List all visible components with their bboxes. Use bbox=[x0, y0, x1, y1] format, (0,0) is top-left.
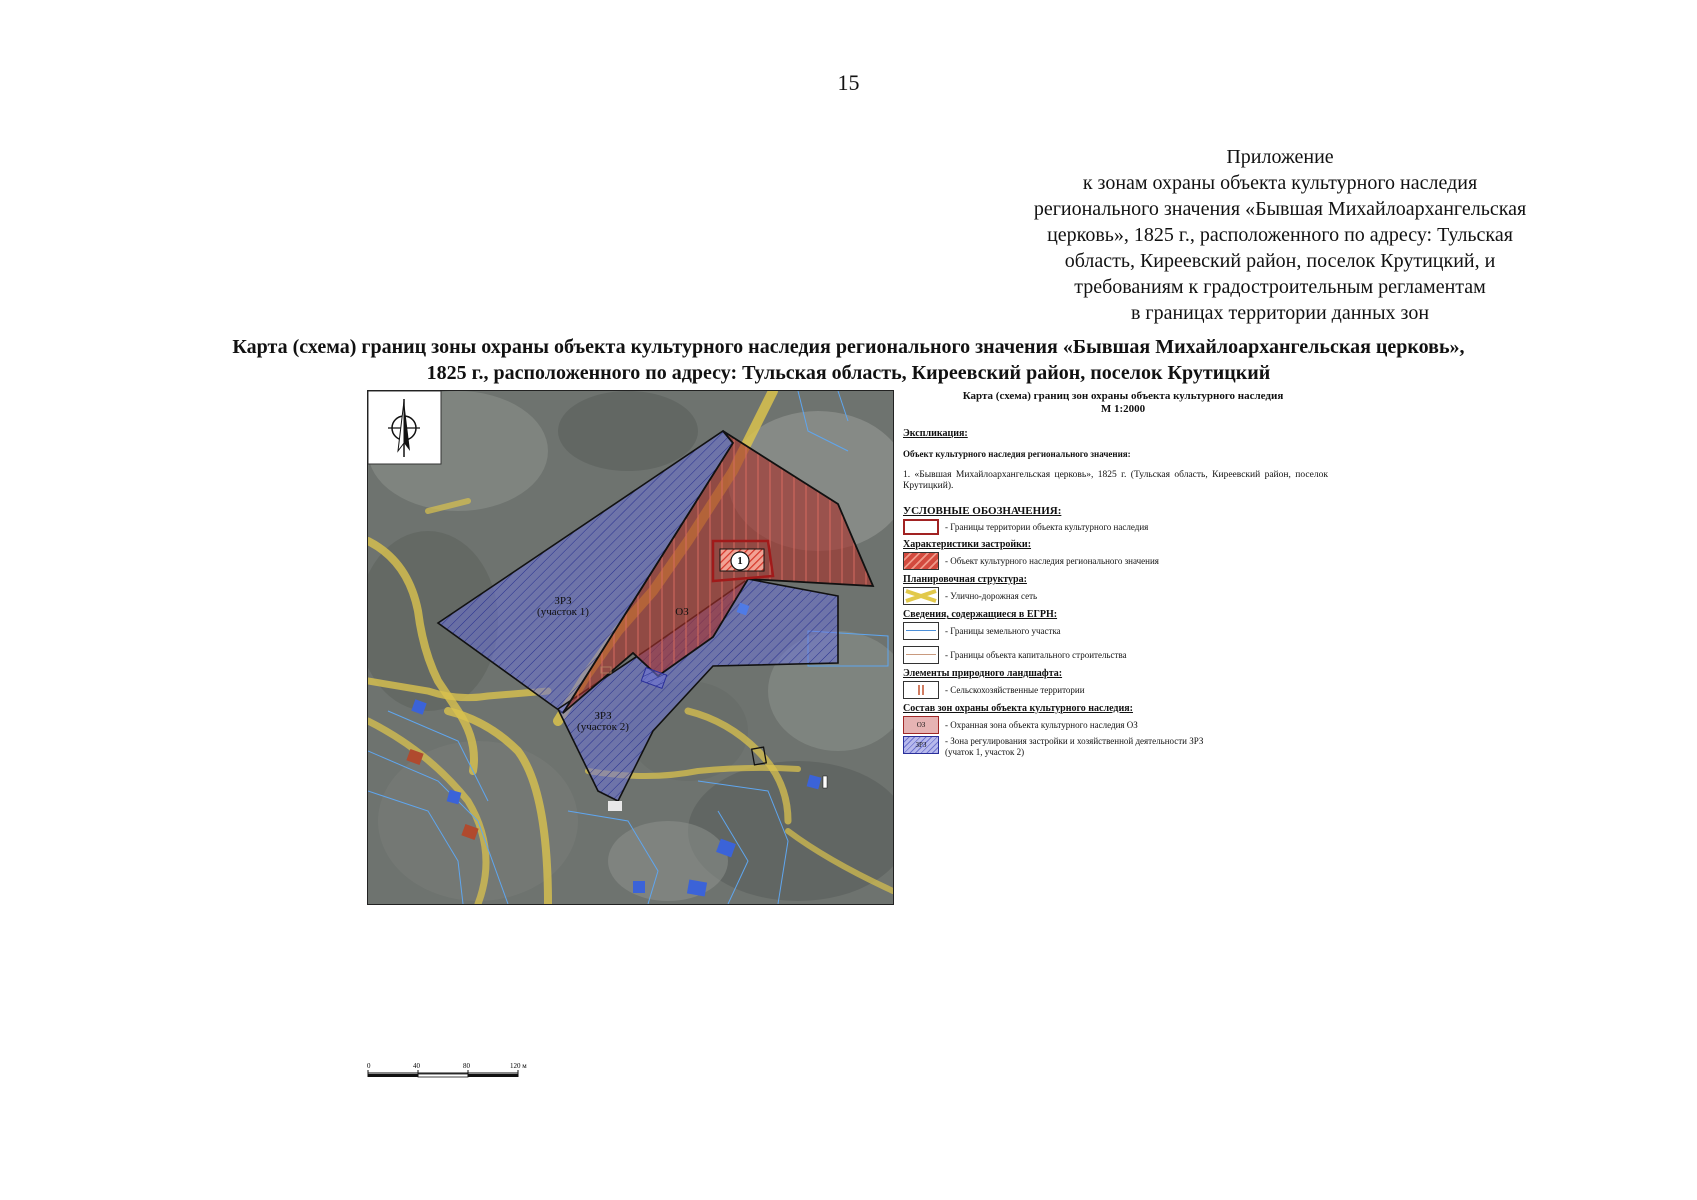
legend-title bbox=[903, 390, 1343, 416]
legend-row-oz-zone bbox=[903, 716, 1343, 734]
zrz-plot-2-label-line-2: (участок 2) bbox=[577, 721, 629, 733]
legend-label: - Границы территории объекта культурного наследия bbox=[945, 521, 1149, 532]
agricultural-swatch bbox=[903, 681, 939, 699]
appendix-header bbox=[990, 144, 1570, 326]
page-number: 15 bbox=[837, 70, 860, 95]
legend-label: (учаток 1, участок 2) bbox=[945, 747, 1025, 757]
scale-tick: 120 м bbox=[510, 1062, 527, 1070]
zones-heading: Состав зон охраны объекта культурного наследия: bbox=[903, 703, 1133, 714]
object-heading: Объект культурного наследия регионального значения: bbox=[903, 449, 1131, 459]
capital-building-swatch bbox=[903, 646, 939, 664]
zrz-plot-1-label bbox=[528, 596, 598, 618]
legend-label: - Границы объекта капитального строительства bbox=[945, 649, 1127, 660]
map-title-line-1: Карта (схема) границ зоны охраны объекта культурного наследия регионального значения «Бывшая Михайлоархангельская церковь», bbox=[232, 336, 1465, 358]
legend-row-road-network bbox=[903, 587, 1343, 605]
oz-label: ОЗ bbox=[675, 606, 689, 618]
heritage-object-swatch bbox=[903, 552, 939, 570]
agricultural-icon bbox=[904, 682, 938, 698]
legend-label: - Зона регулирования застройки и хозяйственной деятельности ЗРЗ bbox=[945, 736, 1204, 746]
egrn-heading: Сведения, содержащиеся в ЕГРН: bbox=[903, 609, 1058, 620]
zrz-plot-1-label-line-1: ЗРЗ bbox=[554, 595, 572, 607]
zrz-plot-2-label-line-1: ЗРЗ bbox=[594, 710, 612, 722]
appendix-line: церковь», 1825 г., расположенного по адресу: Тульская bbox=[1047, 224, 1513, 246]
scale-tick: 80 bbox=[463, 1062, 470, 1070]
symbols-heading: УСЛОВНЫЕ ОБОЗНАЧЕНИЯ: bbox=[903, 505, 1062, 517]
legend-label: - Границы земельного участка bbox=[945, 625, 1061, 636]
scale-bar-graphic bbox=[367, 1060, 527, 1090]
landscape-heading: Элементы природного ландшафта: bbox=[903, 668, 1063, 679]
map-title-line-2: 1825 г., расположенного по адресу: Тульская область, Киреевский район, поселок Крутицкий bbox=[426, 362, 1271, 384]
road-network-swatch bbox=[903, 587, 939, 605]
legend-label: - Сельскохозяйственные территории bbox=[945, 684, 1085, 695]
legend-title-line-2: М 1:2000 bbox=[1100, 403, 1146, 415]
legend-row-zrz-zone bbox=[903, 736, 1343, 758]
scale-tick: 40 bbox=[413, 1062, 420, 1070]
land-plot-swatch bbox=[903, 622, 939, 640]
appendix-line: регионального значения «Бывшая Михайлоархангельская bbox=[1033, 198, 1527, 220]
zrz-zone-swatch: ЗРЗ bbox=[903, 736, 939, 754]
zrz-zone-text bbox=[945, 736, 1203, 758]
legend-row-capital-building bbox=[903, 646, 1343, 664]
object-number-label: 1 bbox=[737, 555, 743, 567]
planning-heading: Планировочная структура: bbox=[903, 574, 1027, 585]
oz-zone-swatch: ОЗ bbox=[903, 716, 939, 734]
territory-boundary-swatch bbox=[903, 519, 939, 535]
scale-bar bbox=[367, 1060, 527, 1090]
legend-label: - Объект культурного наследия регионального значения bbox=[945, 555, 1159, 566]
legend-row-agricultural bbox=[903, 681, 1343, 699]
map-legend bbox=[903, 390, 1343, 758]
zrz-plot-1-label-line-2: (участок 1) bbox=[537, 606, 589, 618]
legend-row-heritage-object bbox=[903, 552, 1343, 570]
legend-title-line-1: Карта (схема) границ зон охраны объекта культурного наследия bbox=[962, 390, 1284, 402]
zrz-plot-2-label bbox=[568, 711, 638, 733]
map-canvas bbox=[368, 391, 893, 904]
object-description: 1. «Бывшая Михайлоархангельская церковь», 1825 г. (Тульская область, Киреевский район, поселок Крутицкий). bbox=[903, 470, 1328, 491]
map bbox=[367, 390, 894, 905]
explication-heading: Экспликация: bbox=[903, 428, 968, 439]
legend-row-territory-boundary bbox=[903, 519, 1343, 535]
legend-row-land-plot bbox=[903, 622, 1343, 640]
road-cross-icon bbox=[904, 588, 938, 604]
legend-label: - Охранная зона объекта культурного наследия ОЗ bbox=[945, 719, 1138, 730]
appendix-line: Приложение bbox=[1226, 146, 1334, 168]
appendix-line: к зонам охраны объекта культурного наследия bbox=[1082, 172, 1478, 194]
map-title bbox=[100, 334, 1597, 386]
north-arrow-icon bbox=[368, 391, 441, 464]
appendix-line: область, Киреевский район, поселок Крутицкий, и bbox=[1064, 250, 1496, 272]
legend-label: - Улично-дорожная сеть bbox=[945, 590, 1038, 601]
scale-tick: 0 bbox=[367, 1062, 371, 1070]
appendix-line: в границах территории данных зон bbox=[1130, 302, 1430, 324]
building-heading: Характеристики застройки: bbox=[903, 539, 1032, 550]
appendix-line: требованиям к градостроительным регламентам bbox=[1074, 276, 1486, 298]
